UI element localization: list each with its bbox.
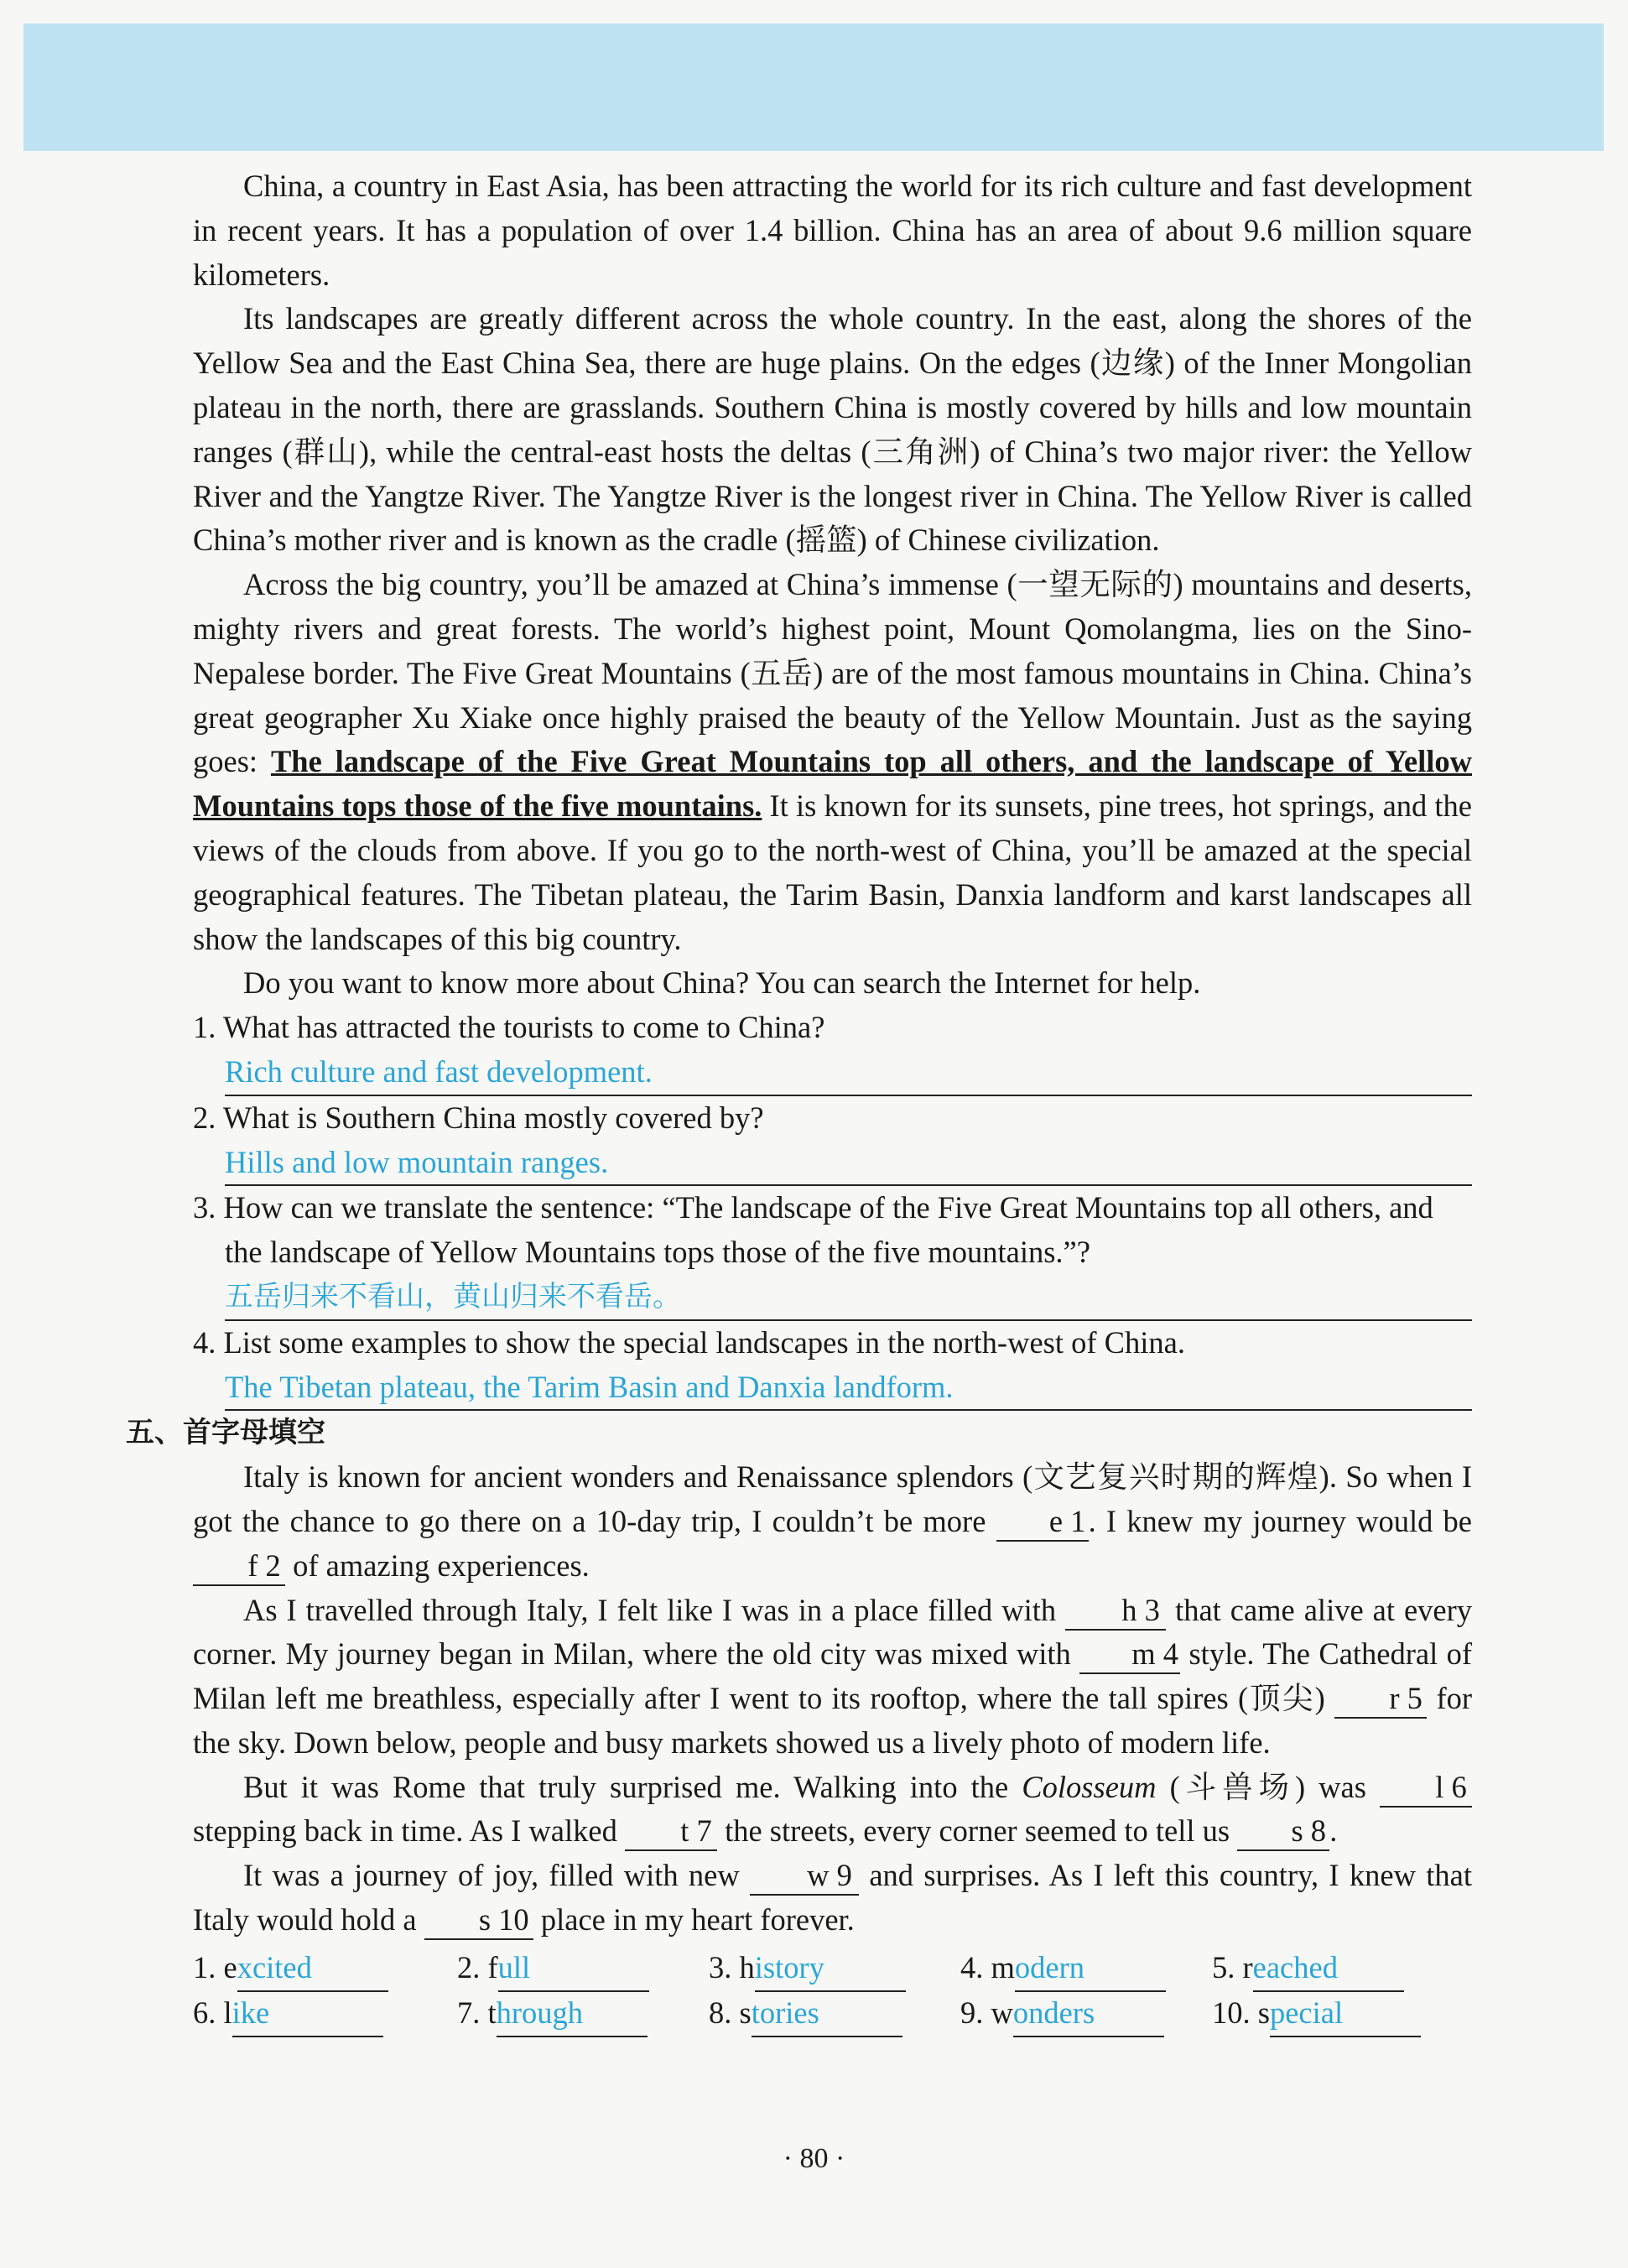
paragraph-3-end: It is known for its sunsets, pine trees, hot springs, and the views of the clouds from above. If you go to the north-west of China, you’ll be amazed at the special geographical features. The Tibetan plateau, the Tarim Basin, Danxia landform and karst landscapes all show the landscapes of this big country. [193, 788, 1472, 956]
question-2 [193, 1096, 1472, 1187]
question-text: 1. What has attracted the tourists to come to China? [193, 1010, 825, 1045]
text-run: for the sky. Down below, people and busy markets showed us a lively photo of modern life. [193, 1681, 1473, 1760]
question-text: 3. How can we translate the sentence: “The landscape of the Five Great Mountains top all others, and the landscape of Yellow Mountains tops those of the five mountains.”? [193, 1190, 1433, 1270]
reading-paragraph-3 [193, 563, 1472, 961]
answer-line[interactable]: 五岳归来不看山，黄山归来不看岳。 [225, 1275, 1472, 1321]
text-run: Italy is known for ancient wonders and Renaissance splendors (文艺复兴时期的辉煌). So when I got the chance to go there on a 10-day trip, I couldn’t be more [193, 1459, 1472, 1538]
blank-10[interactable]: s 10 [424, 1901, 533, 1940]
answer-row-1 [193, 1946, 1472, 1991]
answer-fill: ull [497, 1949, 531, 1984]
answer-number: 6. l [193, 1995, 232, 2030]
header-band [23, 23, 1604, 151]
text-run: of amazing experiences. [285, 1548, 590, 1583]
answer-number: 9. w [960, 1995, 1013, 2030]
answer-2[interactable] [457, 1946, 649, 1992]
page-content [126, 164, 1473, 2038]
answer-line[interactable]: Hills and low mountain ranges. [225, 1141, 1472, 1187]
question-text: 2. What is Southern China mostly covered by? [193, 1100, 764, 1135]
answer-1[interactable] [193, 1946, 388, 1992]
blank-1[interactable]: e 1 [996, 1503, 1089, 1542]
blank-4[interactable]: m 4 [1079, 1636, 1180, 1674]
answer-5[interactable] [1212, 1946, 1404, 1992]
cloze-paragraph-1 [193, 1455, 1472, 1588]
answer-7[interactable] [457, 1991, 648, 2037]
answer-number: 3. h [709, 1949, 755, 1984]
cloze-paragraph-3 [193, 1766, 1472, 1854]
reading-paragraph-4: Do you want to know more about China? You can search the Internet for help. [243, 965, 1201, 1001]
answer-10[interactable] [1212, 1991, 1421, 2037]
answer-number: 4. m [960, 1949, 1015, 1984]
text-run: stepping back in time. As I walked [193, 1813, 625, 1849]
cloze-paragraph-2 [193, 1589, 1472, 1766]
answer-number: 5. r [1212, 1949, 1253, 1984]
text-run: But it was Rome that truly surprised me. Walking into the [243, 1769, 1022, 1804]
answer-line[interactable]: The Tibetan plateau, the Tarim Basin and Danxia landform. [225, 1365, 1472, 1412]
answer-number: 2. f [457, 1949, 498, 1984]
blank-6[interactable]: l 6 [1380, 1769, 1472, 1808]
answer-fill: onders [1012, 1995, 1095, 2030]
answer-fill: ike [231, 1995, 270, 2030]
cloze-paragraph-4 [193, 1854, 1472, 1943]
answer-9[interactable] [960, 1991, 1164, 2037]
answer-number: 10. s [1212, 1995, 1270, 2030]
answer-3[interactable] [709, 1946, 906, 1992]
colosseum-italic: Colosseum [1022, 1769, 1157, 1804]
answer-fill: istory [754, 1949, 824, 1984]
question-1 [193, 1006, 1472, 1096]
text-run: As I travelled through Italy, I felt like I was in a place filled with [243, 1592, 1066, 1627]
text-run: style. The Cathedral of Milan left me breathless, especially after I went to its rooftop, where the tall spires (顶尖) [193, 1636, 1472, 1716]
answer-fill: tories [751, 1995, 819, 2030]
blank-5[interactable]: r 5 [1334, 1680, 1427, 1719]
text-run: and surprises. As I left this country, I knew that Italy would hold a [193, 1858, 1472, 1938]
answer-fill: hrough [496, 1995, 584, 2030]
answer-fill: odern [1014, 1949, 1085, 1984]
answer-number: 8. s [709, 1995, 752, 2030]
answer-fill: xcited [237, 1949, 312, 1984]
text-run: the streets, every corner seemed to tell us [716, 1813, 1238, 1849]
blank-3[interactable]: h 3 [1065, 1592, 1166, 1631]
answer-8[interactable] [709, 1991, 902, 2037]
section-title: 五、首字母填空 [126, 1416, 325, 1450]
blank-9[interactable]: w 9 [750, 1857, 859, 1896]
blank-8[interactable]: s 8 [1237, 1813, 1329, 1851]
question-3 [193, 1186, 1472, 1320]
reading-paragraph-1: China, a country in East Asia, has been attracting the world for its rich culture and fast development in recent years. It has a population of over 1.4 billion. China has an area of about 9.6 million square kilometers. [193, 169, 1472, 292]
answer-fill: eached [1252, 1949, 1338, 1984]
reading-paragraph-2: Its landscapes are greatly different across the whole country. In the east, along the shores of the Yellow Sea and the East China Sea, there are huge plains. On the edges (边缘) of the Inner Mongolian plateau in the north, there are grasslands. Southern China is mostly covered by hills and low mountain ranges (群山), while the central-east hosts the deltas (三角洲) of China’s two major river: the Yellow River and the Yangtze River. The Yangtze River is the longest river in China. The Yellow River is called China’s mother river and is known as the cradle (摇篮) of Chinese civilization. [193, 301, 1472, 558]
text-run: It was a journey of joy, filled with new [243, 1858, 751, 1893]
answer-4[interactable] [960, 1946, 1166, 1992]
answer-6[interactable] [193, 1991, 383, 2037]
question-text: 4. List some examples to show the special landscapes in the north-west of China. [193, 1324, 1185, 1360]
answer-number: 7. t [457, 1995, 497, 2030]
text-run: . I knew my journey would be [1088, 1503, 1472, 1538]
text-run: (斗兽场) was [1156, 1769, 1381, 1804]
text-run: that came alive at every corner. My journey began in Milan, where the old city was mixed with [193, 1592, 1472, 1672]
answer-number: 1. e [193, 1949, 237, 1984]
answer-grid [193, 1946, 1472, 2038]
answer-line[interactable]: Rich culture and fast development. [225, 1050, 1472, 1096]
text-run: . [1329, 1813, 1338, 1849]
answer-fill: pecial [1269, 1995, 1344, 2030]
question-4 [193, 1321, 1472, 1412]
blank-2[interactable]: f 2 [193, 1548, 285, 1586]
text-run: place in my heart forever. [533, 1902, 855, 1938]
page-number: · 80 · [783, 2143, 845, 2174]
paragraph-3-start: Across the big country, you’ll be amazed at China’s immense (一望无际的) mountains and deserts, mighty rivers and great forests. The world’s highest point, Mount Qomolangma, lies on the Sino-Nepalese border. The Five Great Mountains (五岳) are of the most famous mountains in China. China’s great geographer Xu Xiake once highly praised the beauty of the Yellow Mountain. Just as the saying goes: [193, 567, 1472, 779]
saying-sentence: The landscape of the Five Great Mountains top all others, and the landscape of Yellow Mountains tops those of the five mountains. [193, 744, 1472, 824]
answer-row-2 [193, 1991, 1472, 2037]
blank-7[interactable]: t 7 [625, 1813, 717, 1851]
